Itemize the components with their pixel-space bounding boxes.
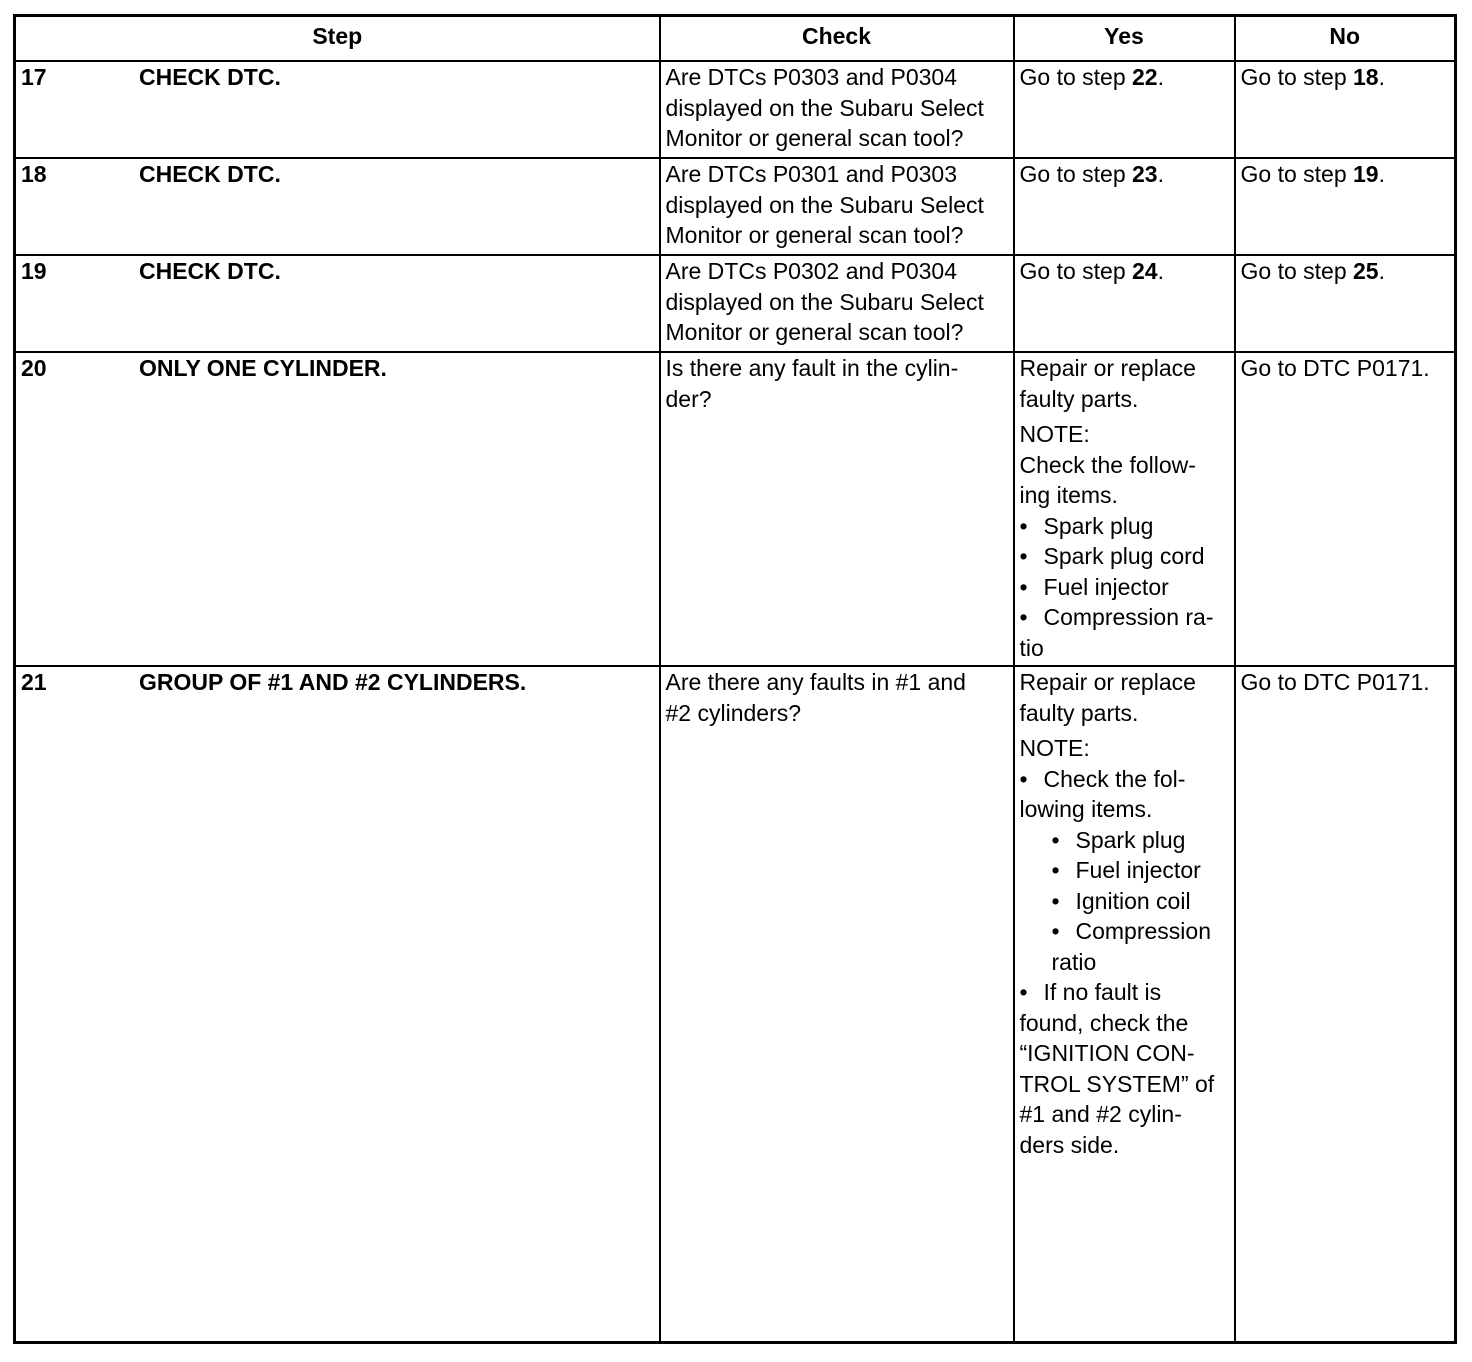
check-cell	[660, 352, 1014, 666]
list-item-text: Ignition coil	[1075, 887, 1191, 914]
step-cell	[15, 61, 660, 158]
header-check: Check	[660, 16, 1014, 62]
bullet-icon: •	[1019, 604, 1028, 630]
check-line: #2 cylinders?	[665, 699, 802, 726]
note-line: Check the follow-	[1019, 451, 1196, 478]
no-text: Go to step	[1240, 258, 1354, 284]
yes-line: Repair or replace	[1019, 355, 1196, 381]
no-text: Go to DTC P0171.	[1240, 669, 1430, 695]
step-title: CHECK DTC.	[139, 161, 281, 187]
no-step-link: 25	[1353, 258, 1379, 284]
no-step-link: 19	[1353, 161, 1379, 187]
yes-line: faulty parts.	[1019, 699, 1139, 726]
yes-line: Repair or replace	[1019, 669, 1196, 695]
bullet-icon: •	[1051, 918, 1060, 944]
sub-list-item	[1020, 855, 1229, 886]
check-cell	[660, 158, 1014, 255]
list-item-text: If no fault is	[1043, 979, 1162, 1005]
yes-step-link: 23	[1132, 161, 1158, 187]
sub-list-item	[1020, 916, 1229, 947]
note-label: NOTE:	[1019, 735, 1090, 761]
check-cell	[660, 255, 1014, 352]
no-step-link: 18	[1353, 64, 1379, 90]
list-item-text: Fuel injector	[1075, 857, 1201, 883]
yes-cell	[1014, 352, 1235, 666]
step-cell	[15, 158, 660, 255]
list-item	[1020, 572, 1229, 603]
step-number: 20	[21, 355, 47, 381]
note-line: ing items.	[1019, 482, 1118, 508]
no-cell: Go to step 19.	[1235, 158, 1456, 255]
bullet-icon: •	[1019, 512, 1028, 539]
no-cell	[1235, 666, 1456, 1342]
list-item	[1020, 977, 1229, 1008]
check-line: displayed on the Subaru Select	[665, 191, 984, 218]
table-row	[15, 61, 1456, 158]
step-title: CHECK DTC.	[139, 258, 281, 284]
diagnostic-table	[13, 14, 1457, 1344]
yes-cell	[1014, 666, 1235, 1342]
table-row	[15, 255, 1456, 352]
list-item-continuation: found, check the	[1019, 1009, 1189, 1036]
step-title: GROUP OF #1 AND #2 CYLINDERS.	[139, 669, 527, 695]
bullet-icon: •	[1019, 979, 1028, 1005]
bullet-icon: •	[1019, 573, 1028, 600]
yes-cell: Go to step 22.	[1014, 61, 1235, 158]
step-number: 21	[21, 669, 47, 695]
header-yes: Yes	[1014, 16, 1235, 62]
check-line: Monitor or general scan tool?	[665, 222, 964, 248]
list-item	[1020, 602, 1229, 633]
note-label: NOTE:	[1019, 421, 1090, 447]
step-title: CHECK DTC.	[139, 64, 281, 90]
list-item-text: Spark plug	[1075, 826, 1186, 853]
check-line: displayed on the Subaru Select	[665, 94, 984, 121]
check-line: Are DTCs P0302 and P0304	[665, 258, 958, 284]
check-line: Are DTCs P0303 and P0304	[665, 64, 958, 90]
list-item	[1020, 511, 1229, 542]
bullet-icon: •	[1019, 765, 1028, 792]
check-line: Are there any faults in #1 and	[665, 669, 966, 695]
step-number: 19	[21, 258, 47, 284]
step-cell	[15, 352, 660, 666]
no-text: Go to DTC P0171.	[1240, 355, 1430, 381]
bullet-icon: •	[1019, 543, 1028, 569]
list-item-continuation: ders side.	[1019, 1131, 1120, 1158]
yes-line: faulty parts.	[1019, 385, 1139, 412]
list-item	[1020, 541, 1229, 572]
check-line: Are DTCs P0301 and P0303	[665, 161, 958, 187]
check-line: Is there any fault in the cylin-	[665, 355, 959, 381]
list-item-continuation: #1 and #2 cylin-	[1019, 1101, 1182, 1127]
yes-text: Go to step	[1019, 64, 1133, 90]
sub-list-item	[1020, 886, 1229, 917]
check-line: displayed on the Subaru Select	[665, 288, 984, 315]
no-text: Go to step	[1240, 64, 1354, 90]
no-text: Go to step	[1240, 161, 1354, 187]
list-item-text: Fuel injector	[1043, 573, 1169, 600]
yes-text: Go to step	[1019, 258, 1133, 284]
no-cell	[1235, 352, 1456, 666]
yes-cell: Go to step 23.	[1014, 158, 1235, 255]
bullet-icon: •	[1051, 826, 1060, 853]
step-number: 18	[21, 161, 47, 187]
list-item-text: Compression	[1075, 918, 1211, 944]
list-item-continuation: “IGNITION CON-	[1019, 1040, 1195, 1066]
yes-cell: Go to step 24.	[1014, 255, 1235, 352]
list-item-continuation: lowing items.	[1019, 796, 1153, 822]
table-row	[15, 666, 1456, 1342]
bullet-icon: •	[1051, 887, 1060, 914]
check-cell	[660, 61, 1014, 158]
check-line: Monitor or general scan tool?	[665, 319, 964, 345]
yes-text: Go to step	[1019, 161, 1133, 187]
table-row	[15, 158, 1456, 255]
list-item	[1020, 764, 1229, 795]
step-number: 17	[21, 64, 47, 90]
header-row	[15, 16, 1456, 62]
step-cell	[15, 255, 660, 352]
table-row	[15, 352, 1456, 666]
list-item-text: Check the fol-	[1043, 765, 1186, 792]
list-item-continuation: ratio	[1051, 948, 1097, 975]
no-cell: Go to step 25.	[1235, 255, 1456, 352]
list-item-text: Spark plug	[1043, 512, 1154, 539]
check-cell	[660, 666, 1014, 1342]
list-item-continuation: tio	[1019, 634, 1044, 661]
yes-step-link: 24	[1132, 258, 1158, 284]
yes-step-link: 22	[1132, 64, 1158, 90]
list-item-continuation: TROL SYSTEM” of	[1019, 1070, 1215, 1097]
check-line: Monitor or general scan tool?	[665, 125, 964, 151]
check-line: der?	[665, 385, 712, 412]
no-cell: Go to step 18.	[1235, 61, 1456, 158]
step-title: ONLY ONE CYLINDER.	[139, 355, 387, 381]
bullet-icon: •	[1051, 857, 1060, 883]
header-no: No	[1235, 16, 1456, 62]
list-item-text: Compression ra-	[1043, 604, 1214, 630]
sub-list-item	[1020, 825, 1229, 856]
step-cell	[15, 666, 660, 1342]
list-item-text: Spark plug cord	[1043, 543, 1205, 569]
header-step: Step	[15, 16, 660, 62]
